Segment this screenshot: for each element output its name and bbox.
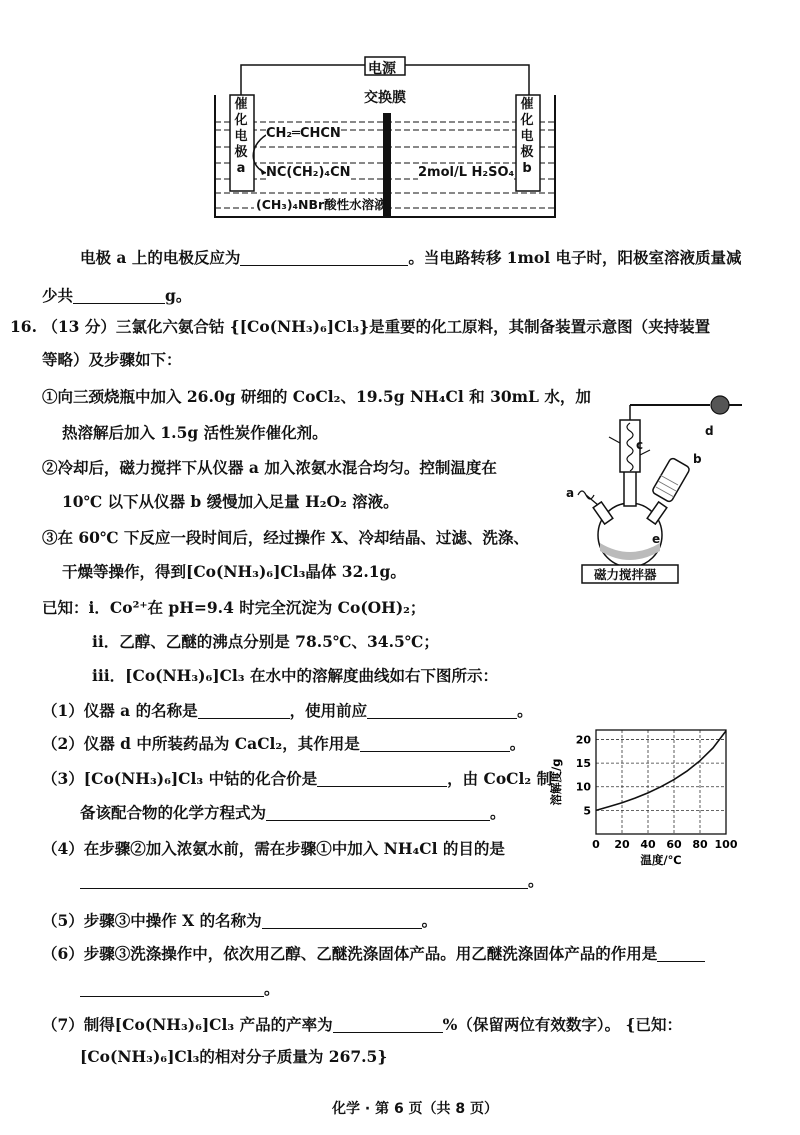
known-2: ⅱ．乙醇、乙醚的沸点分别是 78.5℃、34.5℃；	[92, 632, 439, 651]
x-tick-label: 0	[592, 838, 600, 851]
line-electrode-reaction: 电极 a 上的电极反应为 。当电路转移 1mol 电子时，阳极室溶液质量减	[80, 248, 742, 267]
step-2: ②冷却后，磁力搅拌下从仪器 a 加入浓氨水混合均匀。控制温度在	[42, 458, 497, 477]
right-electrode-label: 催 化 电 极 b	[520, 97, 534, 176]
blank-1[interactable]	[240, 249, 408, 266]
blank-p3-valence[interactable]	[317, 770, 447, 787]
apparatus-label-c: c	[636, 438, 644, 452]
plot-frame	[596, 730, 726, 834]
step-3-cont: 干燥等操作，得到[Co(NH₃)₆]Cl₃晶体 32.1g。	[62, 562, 406, 581]
reactant-formula: CH₂═CHCN	[266, 126, 341, 141]
y-tick-label: 20	[575, 733, 591, 747]
y-tick-label: 5	[583, 804, 591, 818]
x-tick-label: 100	[714, 838, 738, 851]
part-3: （3）[Co(NH₃)₆]Cl₃ 中钴的化合价是 ，由 CoCl₂ 制	[42, 769, 553, 788]
part-5: （5）步骤③中操作 X 的名称为 。	[42, 911, 438, 930]
stirrer-label: 磁力搅拌器	[594, 567, 657, 582]
step-2-cont: 10℃ 以下从仪器 b 缓慢加入足量 H₂O₂ 溶液。	[62, 492, 399, 511]
solubility-chart	[548, 722, 748, 872]
step-3: ③在 60℃ 下反应一段时间后，经过操作 X、冷却结晶、过滤、洗涤、	[42, 528, 529, 547]
known-3: ⅲ．[Co(NH₃)₆]Cl₃ 在水中的溶解度曲线如右下图所示：	[92, 666, 498, 685]
power-label: 电源	[368, 61, 396, 77]
y-axis-label: 溶解度/g	[549, 758, 563, 806]
cathode-solution: (CH₃)₄NBr酸性水溶液	[256, 197, 387, 212]
apparatus-label-e: e	[652, 532, 661, 546]
solubility-curve	[596, 731, 726, 811]
blank-p6[interactable]	[657, 945, 705, 962]
blank-p5[interactable]	[262, 912, 422, 929]
part-6-cont: 。	[80, 978, 280, 1000]
product-formula: NC(CH₂)₄CN	[266, 165, 351, 180]
x-tick-label: 60	[666, 838, 682, 851]
blank-p6-cont[interactable]	[80, 980, 264, 997]
x-tick-label: 20	[614, 838, 630, 851]
y-tick-label: 15	[575, 757, 591, 771]
blank-p1-name[interactable]	[198, 702, 290, 719]
membrane-label: 交换膜	[364, 90, 406, 106]
blank-p3-equation[interactable]	[266, 804, 490, 821]
part-7: （7）制得[Co(NH₃)₆]Cl₃ 产品的产率为 %（保留两位有效数字）。 {已知：	[42, 1015, 682, 1034]
blank-p4[interactable]	[80, 872, 528, 889]
blank-2[interactable]	[73, 287, 165, 304]
x-tick-label: 80	[692, 838, 708, 851]
y-tick-label: 10	[575, 780, 591, 794]
x-axis-label: 温度/℃	[640, 853, 682, 867]
apparatus-label-d: d	[705, 424, 714, 438]
apparatus-label-b: b	[693, 452, 702, 466]
step-1-cont: 热溶解后加入 1.5g 活性炭作催化剂。	[62, 423, 328, 442]
part-7-cont: [Co(NH₃)₆]Cl₃的相对分子质量为 267.5}	[80, 1047, 388, 1066]
blank-p2[interactable]	[360, 735, 510, 752]
blank-p7[interactable]	[333, 1016, 443, 1033]
part-1: （1）仪器 a 的名称是 ，使用前应 。	[42, 701, 533, 720]
anode-solution: 2mol/L H₂SO₄	[418, 165, 515, 180]
left-electrode-label: 催 化 电 极 a	[234, 97, 248, 176]
question-16-intro: 16. （13 分）三氯化六氨合钴 {[Co(NH₃)₆]Cl₃}是重要的化工原料，其制备装置示意图（夹持装置	[10, 317, 711, 336]
part-4: （4）在步骤②加入浓氨水前，需在步骤①中加入 NH₄Cl 的目的是	[42, 839, 505, 858]
blank-p1-check[interactable]	[367, 702, 517, 719]
part-2: （2）仪器 d 中所装药品为 CaCl₂，其作用是 。	[42, 734, 526, 753]
x-tick-label: 40	[640, 838, 656, 851]
question-16-intro-cont: 等略）及步骤如下：	[42, 350, 182, 369]
step-1: ①向三颈烧瓶中加入 26.0g 研细的 CoCl₂、19.5g NH₄Cl 和 30mL 水，加	[42, 387, 591, 406]
apparatus-diagram	[560, 385, 760, 585]
known-1: 已知：ⅰ．Co²⁺在 pH=9.4 时完全沉淀为 Co(OH)₂；	[42, 598, 426, 617]
line-mass-decrease: 少共 g。	[42, 286, 192, 305]
part-4-cont: 。	[80, 870, 544, 892]
apparatus-label-a: a	[566, 486, 575, 500]
page-footer: 化学 · 第 6 页（共 8 页）	[332, 1101, 499, 1117]
part-3-cont: 备该配合物的化学方程式为 。	[80, 803, 506, 822]
part-6: （6）步骤③洗涤操作中，依次用乙醇、乙醚洗涤固体产品。用乙醚洗涤固体产品的作用是	[42, 943, 705, 965]
